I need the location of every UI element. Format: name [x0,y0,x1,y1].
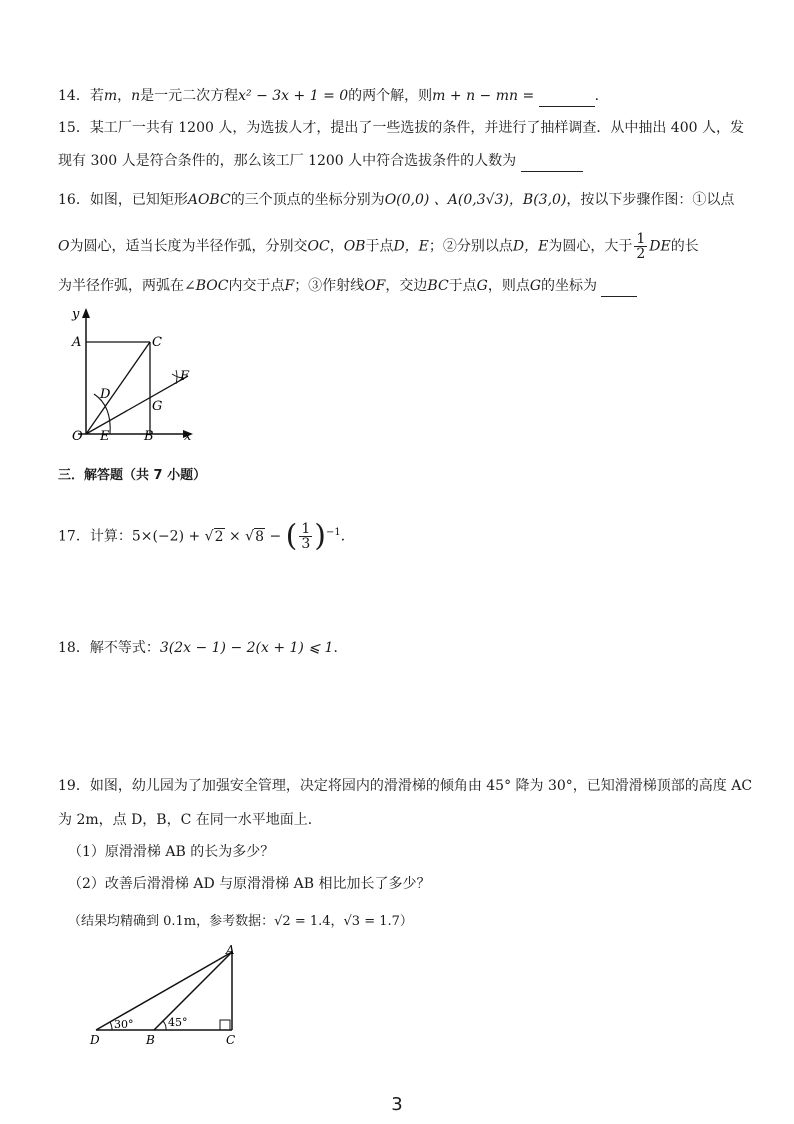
q14-equation: x² − 3x + 1 = 0 [238,88,349,104]
q19-label-a: A [226,944,235,957]
q16-label-e: E [100,429,110,444]
q16-ray-of-line [86,376,188,434]
q17-fraction [299,522,312,551]
question-19-line-2: 为 2m，点 D，B，C 在同一水平地面上． [58,812,322,828]
q16-text-6: ；②分别以点 [428,238,513,255]
q16-text-13: 于点 [448,278,477,294]
q17-number: 17．计算： [58,528,132,545]
q14-var-m: m [103,88,118,104]
q16-answer-blank[interactable] [601,276,637,297]
q16-text-10: 内交于点 [228,278,285,294]
question-18 [58,638,347,658]
q17-frac-num: 1 [301,521,311,538]
question-17: 17．计算：5×(−2) + √2 × √8 − ( $\frac{1}{3}$ )$^{-1}$． [58,518,355,554]
q16-arc-f2 [176,370,177,384]
q14-comma: ， [117,88,132,104]
q16-rect-name: AOBC [187,192,231,208]
q16-text-15: 的坐标为 [541,278,598,294]
q16-half-num: 1 [636,231,646,247]
q16-label-f: F [180,369,190,384]
q19-label-30: 30° [114,1018,134,1031]
q16-text-3: ，按以下步骤作图：①以点 [566,192,735,208]
q16-point-o: O [58,238,70,255]
q16-label-x: x [184,429,192,444]
q17-end: ． [340,528,355,545]
q14-number: 14． [58,88,90,104]
q14-text-2: 是一元二次方程 [140,88,239,104]
q16-points-de-2: D，E [512,238,549,255]
question-14 [58,86,599,107]
q16-half-den: 2 [636,246,646,262]
q16-point-f: F [284,278,295,294]
q15-text: 现有 300 人是符合条件的，那么该工厂 1200 人中符合选拔条件的人数为 [58,153,517,169]
q18-inequality: 3(2x − 1) − 2(x + 1) ⩽ 1 [159,640,334,656]
q19-label-c: C [226,1033,236,1047]
question-19-line-1: 19．如图，幼儿园为了加强安全管理，决定将园内的滑滑梯的倾角由 45° 降为 30°，已知滑滑梯顶部的高度 AC [58,778,753,794]
q18-number: 18．解不等式： [58,640,160,656]
q16-seg-ob: OB [343,238,366,255]
q16-text-4: 为圆心，适当长度为半径作弧，分别交 [69,238,308,255]
q16-ray-of: OF [364,278,386,294]
question-16-line-3 [58,276,637,297]
page-number: 3 [391,1094,403,1115]
q16-comma: ， [329,238,344,255]
q14-text-3: 的两个解，则 [348,88,433,104]
q19-angle-arc-30 [110,1022,112,1030]
q16-label-d: D [100,387,111,402]
q16-label-g: G [152,399,163,414]
q16-text-2: 的三个顶点的坐标分别为 [230,192,385,208]
q16-seg-de: DE [649,238,671,255]
q19-angle-arc-45 [163,1021,166,1030]
q16-text-14: ，则点 [487,278,530,294]
section-3-heading: 三．解答题（共 7 小题） [58,468,207,483]
q17-times: × [224,528,246,545]
q19-label-d: D [90,1033,100,1047]
q16-text-7: 为圆心，大于 [548,238,633,255]
q16-side-bc: BC [427,278,449,294]
q17-minus: − [265,528,286,545]
q14-answer-blank[interactable] [539,86,595,107]
q15-answer-blank[interactable] [521,151,583,172]
question-19-sub-1: （1）原滑滑梯 AB 的长为多少？ [68,844,275,860]
q19-label-45: 45° [168,1016,188,1029]
q16-text-8: 的长 [670,238,699,255]
q14-expression: m + n − mn = [432,88,535,104]
q19-figure [86,944,246,1048]
question-15-line-2 [58,151,583,172]
question-19-note: （结果均精确到 0.1m，参考数据：√2 = 1.4，√3 = 1.7） [68,914,413,929]
q16-point-g: G [476,278,488,294]
q14-end: . [594,88,600,104]
q17-frac-den: 3 [301,536,311,553]
q18-end: ． [333,640,348,656]
question-19-sub-2: （2）改善后滑滑梯 AD 与原滑滑梯 AB 相比加长了多少？ [68,876,431,892]
q17-exponent: −1 [326,527,341,538]
q16-label-a: A [72,335,82,350]
q16-label-o: O [72,429,83,444]
q16-seg-oc: OC [307,238,330,255]
q16-y-arrow [82,308,90,318]
q17-term-a: 5×(−2) + [131,528,205,545]
question-15-line-1: 15．某工厂一共有 1200 人，为选拔人才，提出了一些选拔的条件，并进行了抽样调查．从中抽出 400 人，发 [58,120,744,136]
q16-half-fraction [634,232,647,261]
q16-points-de: D，E [393,238,429,255]
q16-text-9: 为半径作弧，两弧在 [58,278,184,294]
question-16-line-1 [58,190,734,210]
q16-point-g-2: G [529,278,542,294]
question-16-line-2 [58,232,699,261]
q19-label-b: B [146,1033,155,1047]
q16-text-12: ，交边 [385,278,428,294]
q16-text: 16．如图，已知矩形 [58,192,188,208]
q14-var-n: n [131,88,141,104]
q19-slide-ab [154,952,232,1030]
q16-text-5: 于点 [365,238,394,255]
q16-text-11: ；③作射线 [294,278,365,294]
q19-right-angle-mark [220,1020,230,1030]
q16-label-y: y [72,307,80,322]
q16-label-b: B [144,429,154,444]
q16-label-c: C [152,335,162,350]
q17-sqrt2: 2 [214,528,224,545]
q16-segment-oc [86,342,150,434]
q17-sqrt8: 8 [255,528,264,545]
q16-figure [60,306,210,456]
q16-angle: ∠BOC [184,278,229,294]
q16-coordinates: O(0,0) 、A(0,3√3)，B(3,0) [384,192,567,208]
q14-text: 若 [89,88,104,104]
